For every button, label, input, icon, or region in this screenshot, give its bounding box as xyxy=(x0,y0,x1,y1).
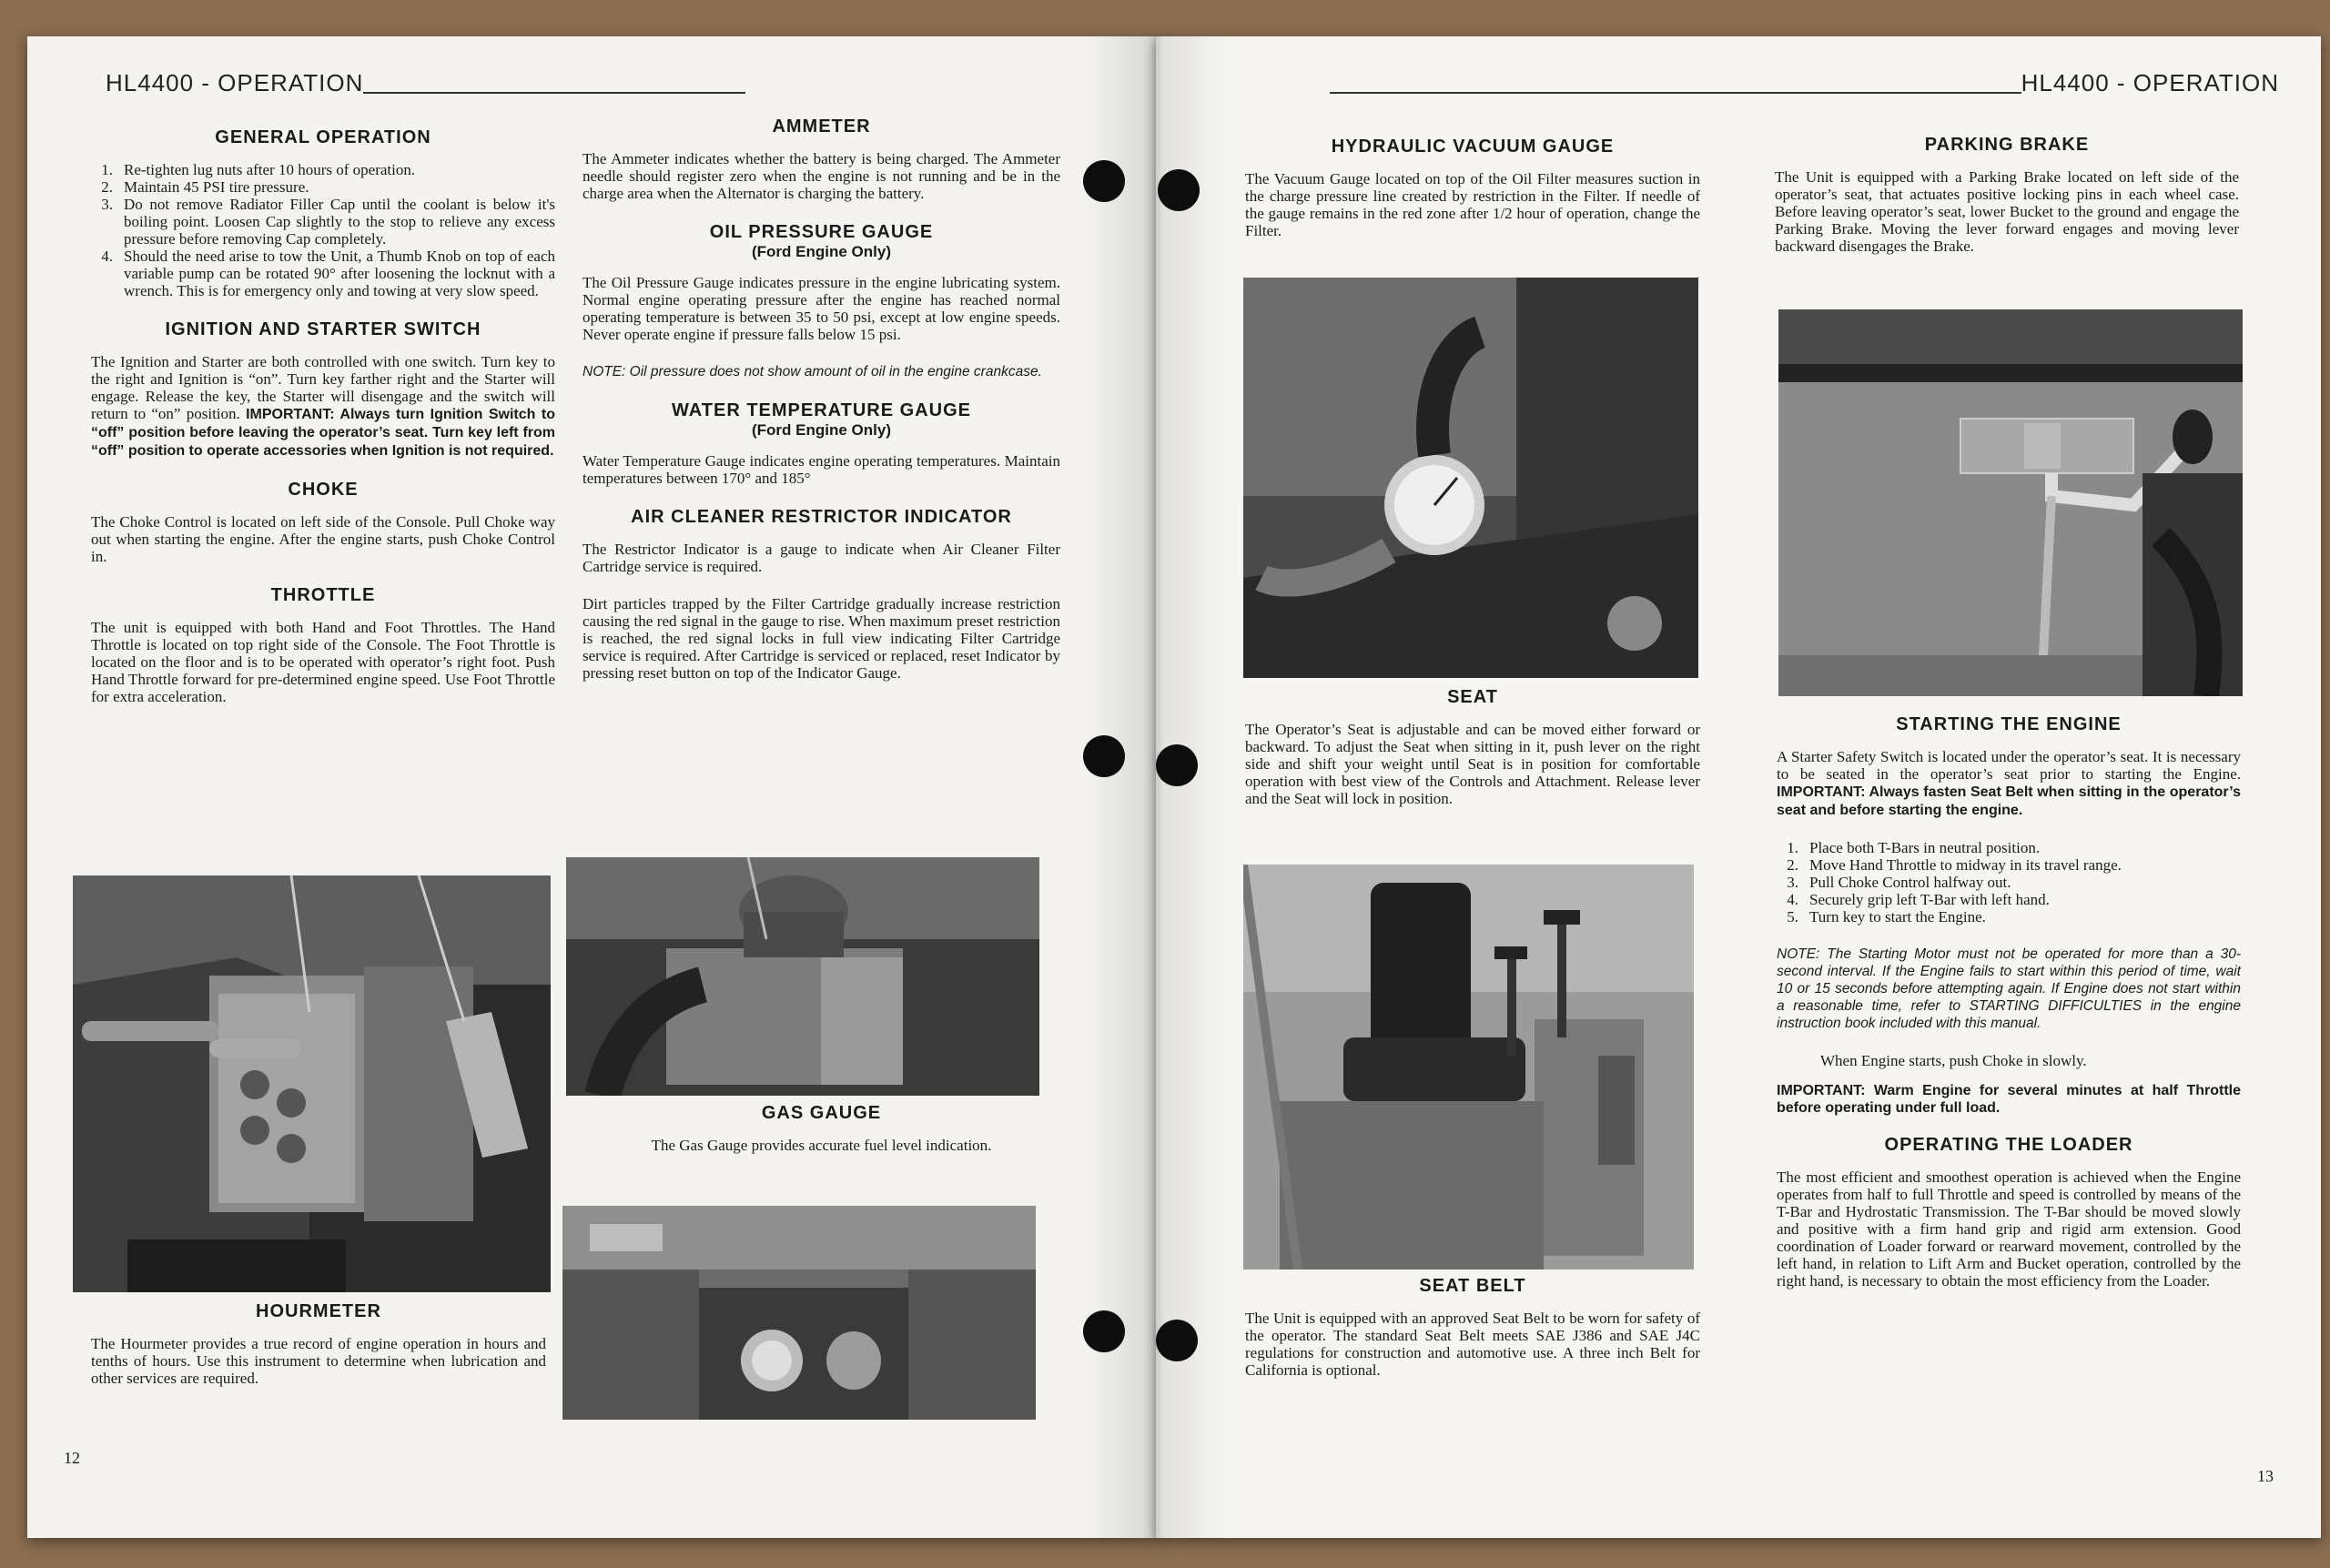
hydraulic-vacuum-text: The Vacuum Gauge located on top of the Oil Filter measures suction in the charge pressure line created by restriction in the Filter. If needle of the gauge remains in the red zone after 1/2 hour of operation, change the Filter. xyxy=(1245,170,1700,239)
binder-hole xyxy=(1156,744,1198,786)
choke-text: The Choke Control is located on left side of the Console. Pull Choke way out when starting the engine. After the engine starts, push Choke Control in. xyxy=(91,513,555,565)
air-cleaner-title: AIR CLEANER RESTRICTOR INDICATOR xyxy=(631,507,1012,527)
oil-pressure-title: OIL PRESSURE GAUGE xyxy=(709,222,934,242)
gas-gauge-title: GAS GAUGE xyxy=(761,1103,882,1123)
air-cleaner-text-2: Dirt particles trapped by the Filter Cartridge gradually increase restriction causing the red signal in the gauge to rise. When maximum preset restriction is reached, the red signal locks in full view indicating Filter Cartridge service is required. After Cartridge is serviced or replaced, reset Indicator by pressing reset button on top of the Indicator Gauge. xyxy=(582,595,1060,682)
list-item: 2. Move Hand Throttle to midway in its travel range. xyxy=(1787,856,2122,874)
list-item: 5. Turn key to start the Engine. xyxy=(1787,908,1986,926)
loader-text: The most efficient and smoothest operation is achieved when the Engine operates from half to full Throttle and speed is controlled by means of the T-Bar and Hydrostatic Transmission. The T-Bar should be moved slowly and positive with a firm hand grip and rigid arm extension. Good coordination of Loader forward or rearward movement, controlled by the left hand, in relation to Lift Arm and Bucket operation, controlled by the right hand, is necessary to obtain the most efficiency from the Loader. xyxy=(1777,1168,2241,1290)
seat-section xyxy=(1245,687,1700,827)
left-column-1 xyxy=(91,127,555,725)
choke-reminder: When Engine starts, push Choke in slowly. xyxy=(1820,1052,2087,1069)
list-item: 2. Maintain 45 PSI tire pressure. xyxy=(101,178,309,196)
seat-belt-section xyxy=(1245,1276,1700,1399)
hourmeter-title: HOURMETER xyxy=(256,1301,381,1321)
seat-belt-title: SEAT BELT xyxy=(1419,1276,1526,1296)
general-operation-list xyxy=(91,161,555,299)
list-item: 1. Re-tighten lug nuts after 10 hours of operation. xyxy=(101,161,416,178)
seat-photo xyxy=(1243,865,1694,1270)
seat-belt-text: The Unit is equipped with an approved Seat Belt to be worn for safety of the operator. The standard Seat Belt meets SAE J386 and SAE J4C regulations for construction and automotive use. A three inch Belt for California is optional. xyxy=(1245,1310,1700,1379)
list-item: 3. Pull Choke Control halfway out. xyxy=(1787,874,2011,891)
left-column-2 xyxy=(582,116,1060,702)
ignition-text: The Ignition and Starter are both controlled with one switch. Turn key to the right and Ignition is “on”. Turn key farther right and the Starter will engage. Release the key, the Starter will disengage and the switch will return to “on” position. IMPORTANT: Always turn Ignition Switch to “off” position before leaving the operator’s seat. Turn key left from “off” position to operate accessories when Ignition is not required. xyxy=(91,353,555,459)
throttle-title: THROTTLE xyxy=(270,585,376,605)
left-page xyxy=(27,36,1156,1538)
gas-gauge-photo xyxy=(562,1206,1036,1420)
oil-pressure-text: The Oil Pressure Gauge indicates pressure in the engine lubricating system. Normal engine operating pressure after the engine has reached normal operating temperature is between 35 to 50 psi, except at low engine speeds. Never operate engine if pressure falls below 15 psi. xyxy=(582,274,1060,343)
ignition-title: IGNITION AND STARTER SWITCH xyxy=(165,319,481,339)
right-column-1 xyxy=(1245,137,1700,259)
page-number-right: 13 xyxy=(2257,1467,2274,1485)
hourmeter-section xyxy=(91,1301,546,1407)
right-column-2b xyxy=(1777,714,2241,1310)
manual-spread xyxy=(27,36,2321,1547)
parking-brake-text: The Unit is equipped with a Parking Brake located on left side of the operator’s seat, that actuates positive locking pins in each wheel case. Before leaving operator’s seat, lower Bucket to the ground and engage the Parking Brake. Moving the lever forward engages and moving lever backward disengages the Brake. xyxy=(1775,168,2239,255)
starting-title: STARTING THE ENGINE xyxy=(1896,714,2122,734)
starting-steps-list xyxy=(1777,839,2241,926)
page-number-left: 12 xyxy=(64,1449,80,1467)
binder-hole xyxy=(1156,1320,1198,1361)
oil-pressure-subtitle: (Ford Engine Only) xyxy=(752,243,891,260)
seat-title: SEAT xyxy=(1447,687,1498,707)
air-cleaner-photo xyxy=(566,857,1039,1096)
starting-text: A Starter Safety Switch is located under the operator’s seat. It is necessary to be seated in the operator’s seat prior to starting the Engine. IMPORTANT: Always fasten Seat Belt when sitting in the operator’s seat and before starting the engine. xyxy=(1777,748,2241,818)
binder-hole xyxy=(1083,1310,1125,1352)
throttle-text: The unit is equipped with both Hand and Foot Throttles. The Hand Throttle is located on top right side of the Console. The Foot Throttle is located on the floor and is to be operated with operator’s right foot. Push Hand Throttle forward for pre-determined engine speed. Use Foot Throttle for extra acceleration. xyxy=(91,619,555,705)
gas-gauge-section xyxy=(582,1103,1060,1174)
gas-gauge-text: The Gas Gauge provides accurate fuel level indication. xyxy=(651,1137,992,1154)
parking-brake-photo xyxy=(1778,309,2243,696)
binder-hole xyxy=(1083,735,1125,777)
running-head-left: HL4400 - OPERATION xyxy=(106,69,745,97)
water-temp-text: Water Temperature Gauge indicates engine operating temperatures. Maintain temperatures between 170° and 185° xyxy=(582,452,1060,487)
binder-hole xyxy=(1158,169,1200,211)
list-item: 4. Securely grip left T-Bar with left hand. xyxy=(1787,891,2050,908)
seat-text: The Operator’s Seat is adjustable and can be moved either forward or backward. To adjust the Seat when sitting in it, push lever on the right side and shift your weight until Seat is in position for comfortable operation with best view of the Controls and Attachment. Release lever and the Seat will lock in position. xyxy=(1245,721,1700,807)
general-operation-title: GENERAL OPERATION xyxy=(215,127,431,147)
loader-title: OPERATING THE LOADER xyxy=(1884,1135,2133,1155)
right-page xyxy=(1156,36,2321,1538)
oil-pressure-note: NOTE: Oil pressure does not show amount of oil in the engine crankcase. xyxy=(582,364,1042,379)
console-throttle-photo xyxy=(73,875,551,1292)
hourmeter-text: The Hourmeter provides a true record of engine operation in hours and tenths of hours. Use this instrument to determine when lubrication and other services are required. xyxy=(91,1335,546,1387)
binder-hole xyxy=(1083,160,1125,202)
choke-title: CHOKE xyxy=(288,480,359,500)
water-temp-title: WATER TEMPERATURE GAUGE xyxy=(672,400,971,420)
water-temp-subtitle: (Ford Engine Only) xyxy=(752,421,891,439)
ammeter-text: The Ammeter indicates whether the battery is being charged. The Ammeter needle should register zero when the engine is not running and be in the charge area when the Alternator is charging the battery. xyxy=(582,150,1060,202)
running-head-right: HL4400 - OPERATION xyxy=(1330,69,2279,97)
hydraulic-vacuum-title: HYDRAULIC VACUUM GAUGE xyxy=(1331,137,1615,157)
parking-brake-title: PARKING BRAKE xyxy=(1924,135,2090,155)
air-cleaner-text-1: The Restrictor Indicator is a gauge to indicate when Air Cleaner Filter Cartridge service is required. xyxy=(582,541,1060,575)
list-item: 3. Do not remove Radiator Filler Cap until the coolant is below it's boiling point. Loosen Cap slightly to the stop to relieve any excess pressure before removing Cap completely. xyxy=(101,196,555,248)
list-item: 1. Place both T-Bars in neutral position. xyxy=(1787,839,2041,856)
vacuum-gauge-photo xyxy=(1243,278,1698,678)
warm-engine-important: IMPORTANT: Warm Engine for several minutes at half Throttle before operating under full load. xyxy=(1777,1083,2241,1116)
ammeter-title: AMMETER xyxy=(772,116,871,137)
starting-note: NOTE: The Starting Motor must not be operated for more than a 30-second interval. If the Engine fails to start within this period of time, wait 10 or 15 seconds before attempting again. If Engine does not start within a reasonable time, refer to STARTING DIFFICULTIES in the engine instruction book included with this manual. xyxy=(1777,946,2241,1031)
right-column-2 xyxy=(1775,135,2239,275)
list-item: 4. Should the need arise to tow the Unit, a Thumb Knob on top of each variable pump can be rotated 90° after loosening the locknut with a wrench. This is for emergency only and towing at very slow speed. xyxy=(101,248,555,299)
